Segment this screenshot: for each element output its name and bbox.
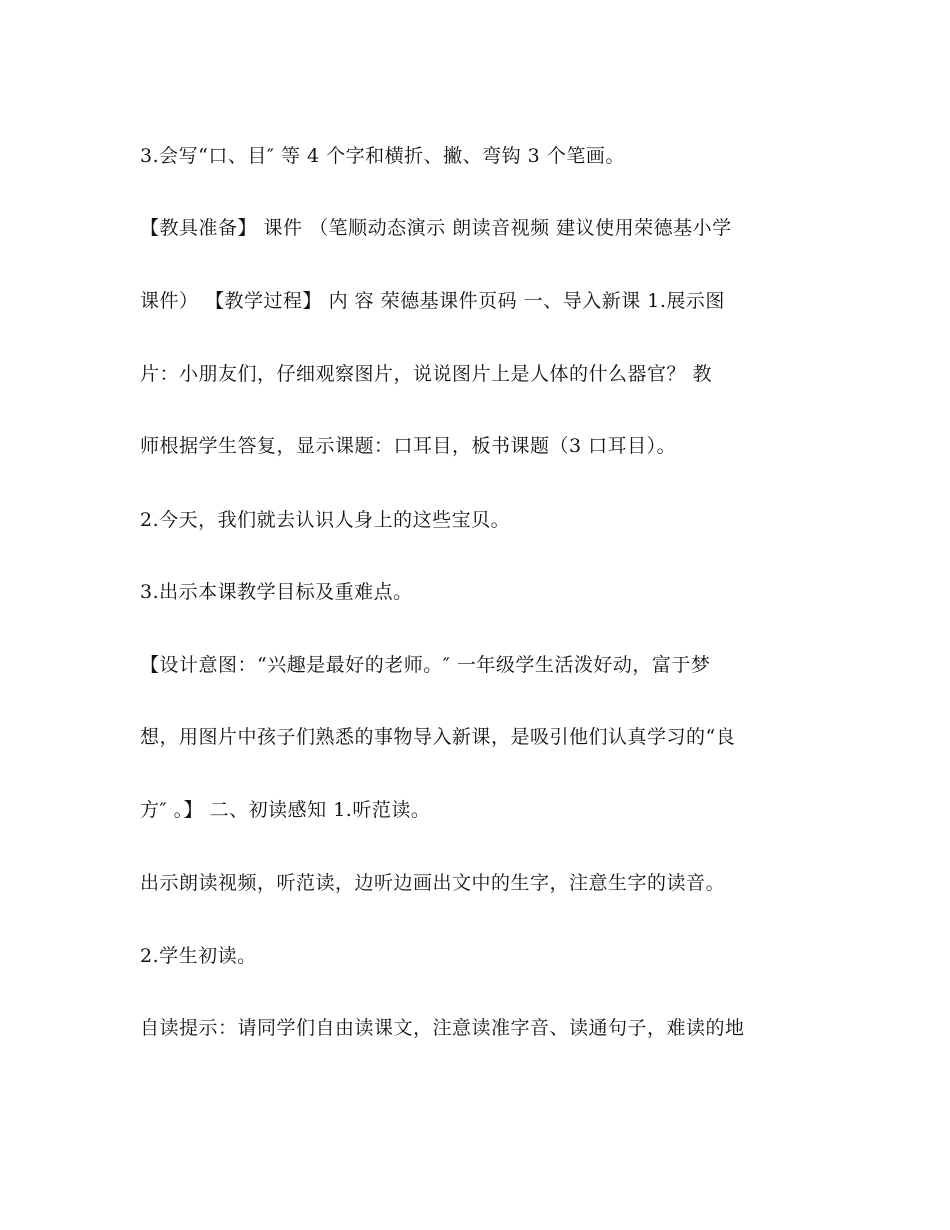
- text-line-5: 师根据学生答复，显示课题：口耳目，板书课题（3 口耳目）。: [140, 435, 677, 457]
- text-line-10: 方″ 。】 二、初读感知 1.听范读。: [140, 799, 431, 821]
- text-line-8: 【设计意图：“兴趣是最好的老师。″ 一年级学生活泼好动，富于梦: [140, 654, 711, 676]
- text-line-13: 自读提示：请同学们自由读课文，注意读准字音、读通句子，难读的地: [140, 1017, 745, 1039]
- text-line-3: 课件） 【教学过程】 内 容 荣德基课件页码 一、导入新课 1.展示图: [140, 290, 725, 312]
- text-line-12: 2.学生初读。: [140, 945, 257, 967]
- text-line-2: 【教具准备】 课件 （笔顺动态演示 朗读音视频 建议使用荣德基小学: [140, 217, 732, 239]
- text-line-6: 2.今天，我们就去认识人身上的这些宝贝。: [140, 509, 511, 531]
- text-line-1: 3.会写“口、目″ 等 4 个字和横折、撇、弯钩 3 个笔画。: [140, 145, 625, 167]
- text-line-9: 想，用图片中孩子们熟悉的事物导入新课，是吸引他们认真学习的“良: [140, 726, 736, 748]
- text-line-4: 片：小朋友们，仔细观察图片，说说图片上是人体的什么器官？ 教: [140, 363, 713, 385]
- text-line-11: 出示朗读视频，听范读，边听边画出文中的生字，注意生字的读音。: [140, 872, 726, 894]
- text-line-7: 3.出示本课教学目标及重难点。: [140, 581, 413, 603]
